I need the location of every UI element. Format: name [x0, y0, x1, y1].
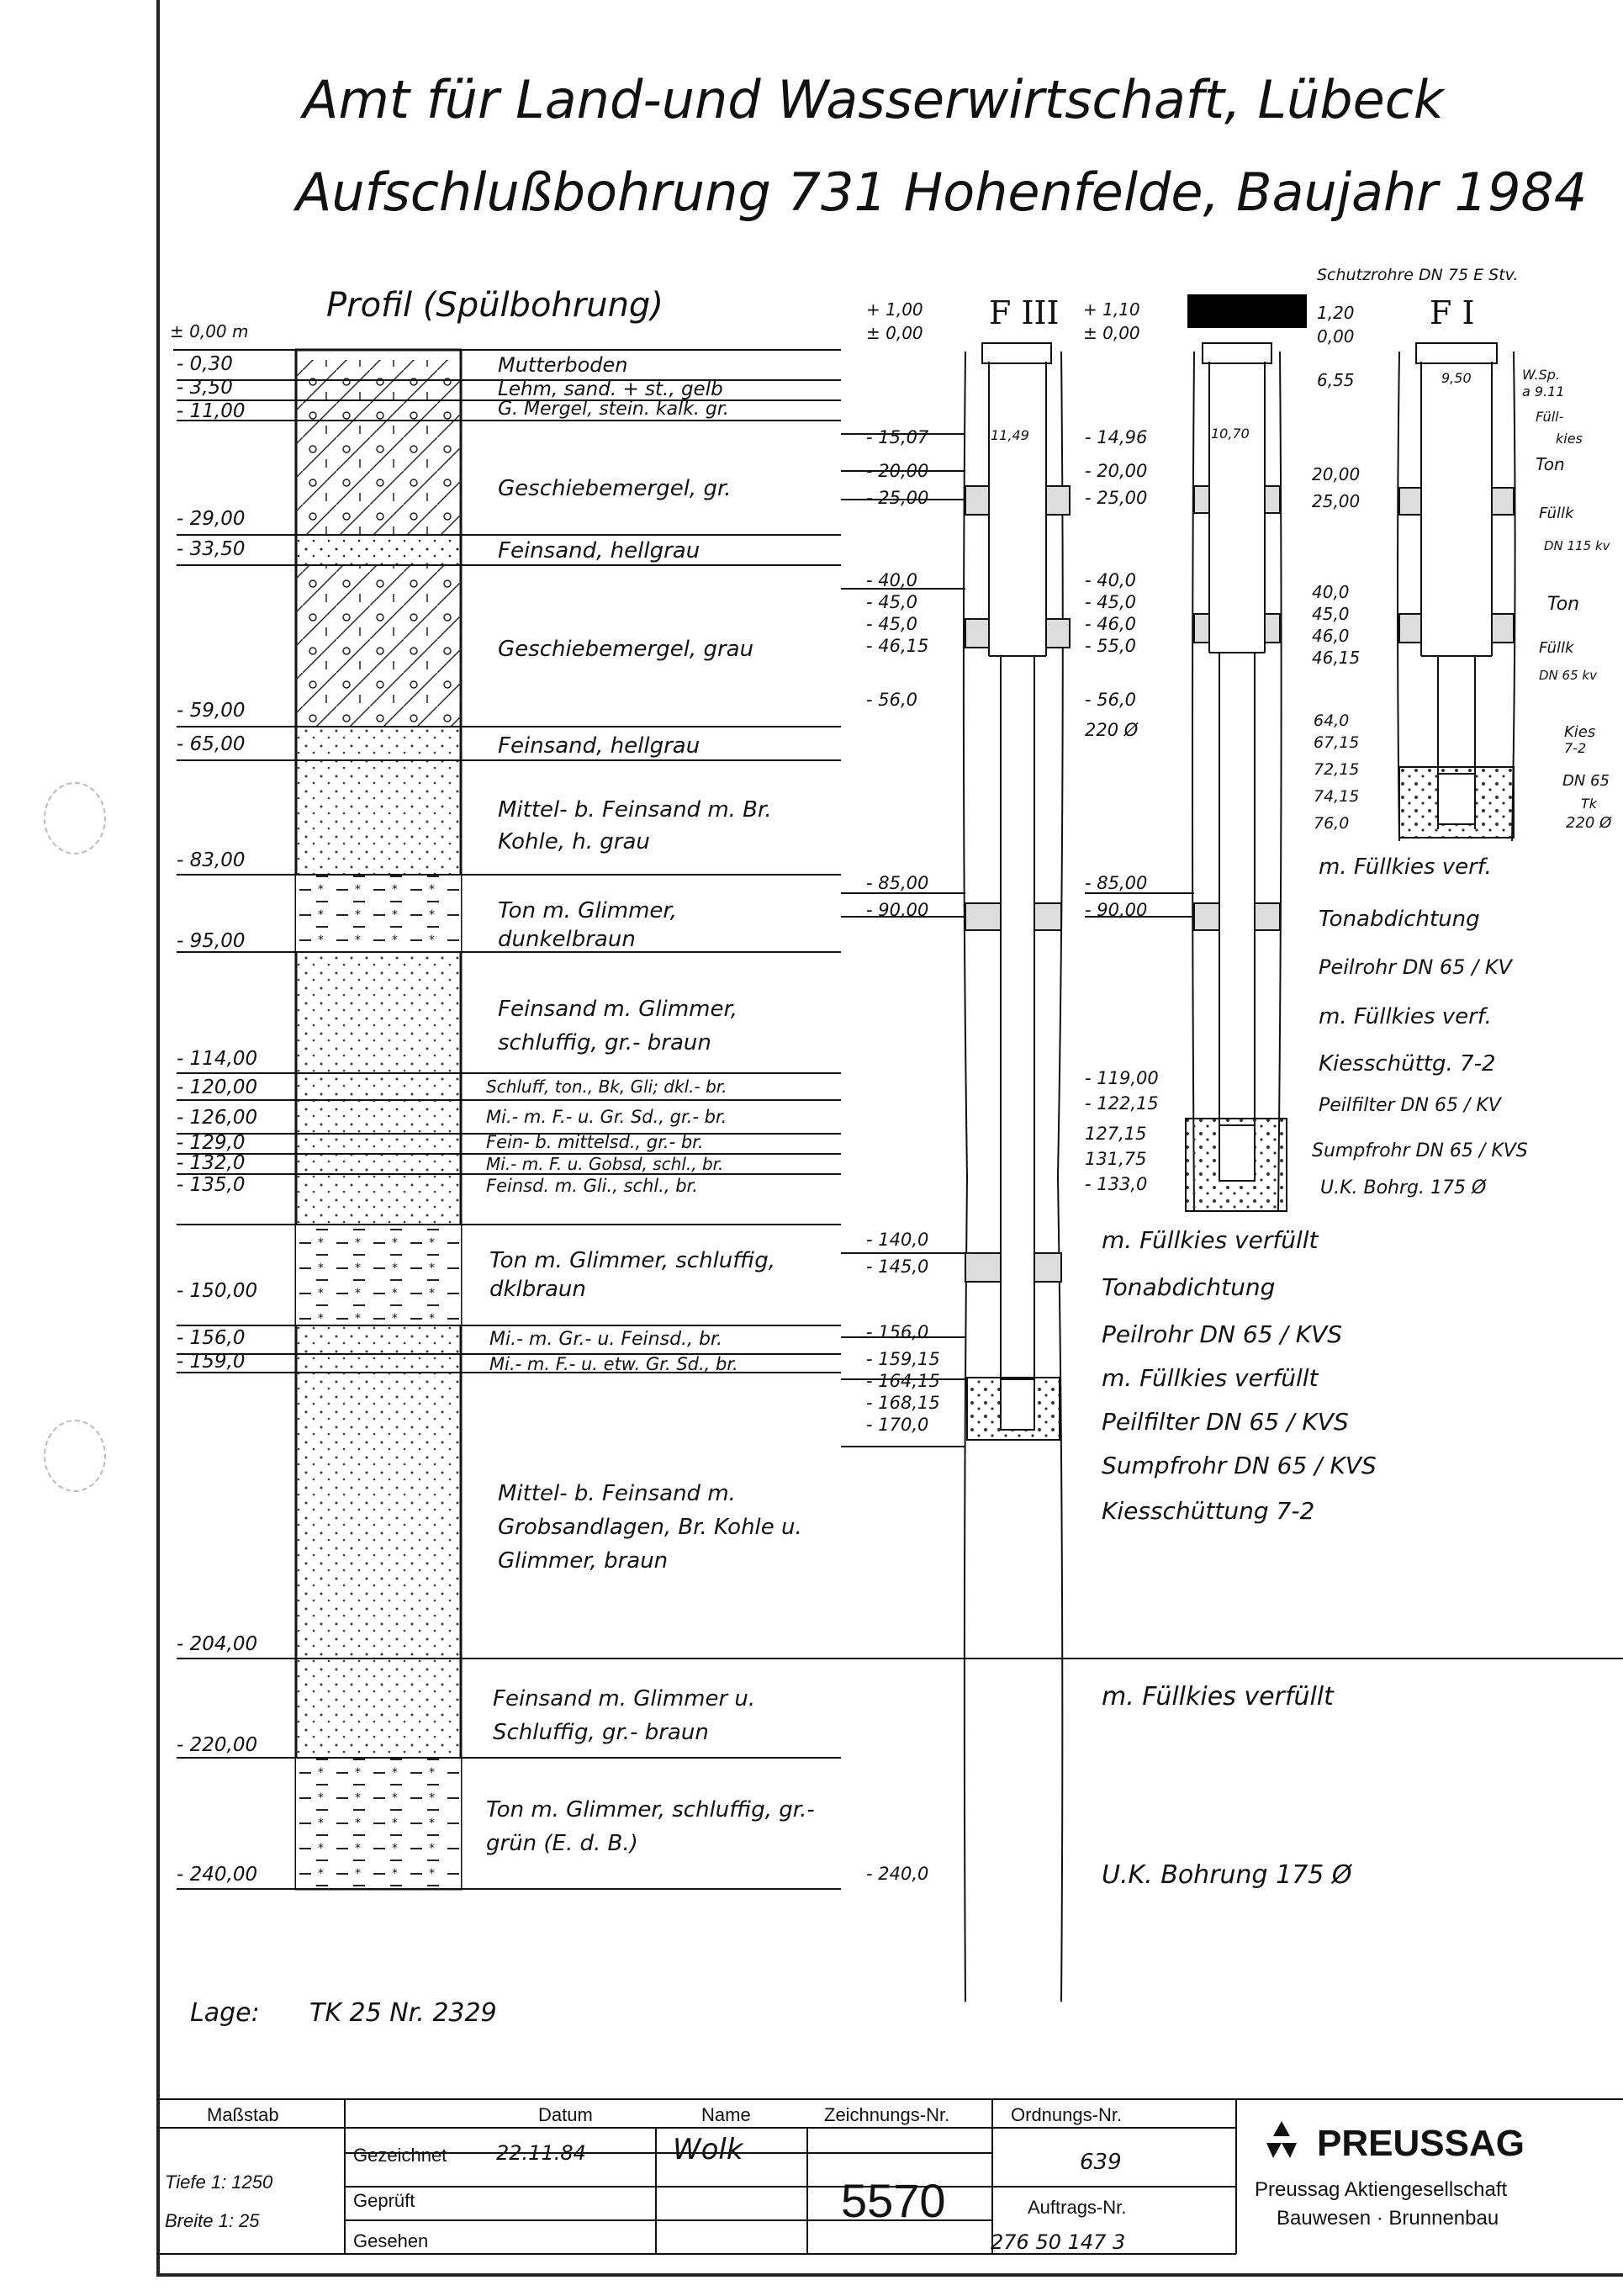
layer-description: Mittel- b. Feinsand m. Grobsandlagen, Br. Kohle u. Glimmer, braun	[498, 1481, 802, 1574]
well-fI-annotation: DN 115 kv	[1544, 538, 1610, 553]
well-fI-annotation: 220 Ø	[1566, 814, 1612, 832]
well-fI-annotation: DN 65 kv	[1539, 668, 1597, 683]
well-fI-annotation: Kies	[1564, 723, 1596, 741]
tb-tiefe: Tiefe 1: 1250	[165, 2172, 273, 2193]
layer-depth: - 83,00	[177, 849, 246, 871]
preussag-logo-icon	[1256, 2118, 1307, 2165]
well-fIII-depth: - 20,00	[866, 461, 929, 481]
layer-description: Mi.- m. F. u. Gobsd, schl., br.	[486, 1154, 724, 1174]
layer-depth: - 240,00	[177, 1864, 258, 1886]
layer-description: Feinsand, hellgrau	[498, 538, 700, 563]
profile-top-label: ± 0,00 m	[170, 321, 249, 341]
tb-breite: Breite 1: 25	[165, 2210, 260, 2231]
well-fII-depth: - 40,0	[1085, 570, 1137, 590]
layer-depth: - 156,0	[177, 1327, 246, 1349]
layer-description: Feinsand m. Glimmer u. Schluffig, gr.- braun	[493, 1686, 756, 1745]
well-fIII-depth: - 145,0	[866, 1256, 929, 1277]
well-fI-depth: 74,15	[1314, 787, 1360, 806]
well-fII-depth: 131,75	[1085, 1149, 1147, 1169]
layer-depth: - 126,00	[177, 1107, 258, 1129]
fIII-annotation: Peilrohr DN 65 / KVS	[1102, 1320, 1343, 1348]
well-fIII-depth: - 170,0	[866, 1415, 929, 1435]
layer-description: Ton m. Glimmer, schluffig, dklbraun	[489, 1248, 776, 1302]
layer-description: Geschiebemergel, gr.	[498, 476, 732, 501]
well-fI-annotation: kies	[1556, 431, 1583, 447]
well-fI-annotation: Ton	[1536, 454, 1565, 474]
document-title: Amt für Land-und Wasserwirtschaft, Lübeck	[303, 69, 1444, 130]
tb-header-datum: Datum	[538, 2104, 593, 2125]
layer-description: Ton m. Glimmer, schluffig, gr.- grün (E. d. B.)	[486, 1797, 815, 1856]
well-fI-depth: 40,0	[1312, 582, 1350, 602]
layer-description: Geschiebemergel, grau	[498, 637, 754, 662]
well-fIII-depth: - 156,0	[866, 1322, 929, 1342]
well-fI-zero: 0,00	[1317, 326, 1355, 347]
well-fIII-depth: - 56,0	[866, 690, 918, 710]
location-value: TK 25 Nr. 2329	[309, 1998, 497, 2028]
well-fI-water-level: 9,50	[1441, 370, 1472, 386]
layer-depth: - 204,00	[177, 1633, 258, 1655]
well-fII-depth: - 14,96	[1085, 427, 1148, 447]
well-fII-depth: - 55,0	[1085, 636, 1137, 656]
layer-depth: - 95,00	[177, 930, 246, 952]
layer-depth: - 33,50	[177, 538, 246, 560]
well-fI-annotation: Füllk	[1539, 505, 1574, 522]
layer-depth: - 120,00	[177, 1077, 258, 1098]
well-fIII-depth: - 164,15	[866, 1371, 940, 1391]
well-fIII-depth: - 40,0	[866, 570, 918, 590]
fII-annotation: Peilfilter DN 65 / KV	[1319, 1095, 1501, 1116]
well-fII-depth: - 20,00	[1085, 461, 1148, 481]
well-fI-depth: 76,0	[1314, 814, 1350, 833]
well-fII-depth: - 90,00	[1085, 900, 1148, 920]
well-fI-depth: 20,00	[1312, 464, 1361, 484]
tb-auftrags-label: Auftrags-Nr.	[1028, 2197, 1127, 2218]
well-fI-depth: 46,15	[1312, 648, 1361, 668]
well-fII-depth: - 119,00	[1085, 1068, 1159, 1088]
well-fIII-depth: - 90,00	[866, 900, 929, 920]
well-fI-depth: 64,0	[1314, 712, 1350, 730]
tb-header-ordnung: Ordnungs-Nr.	[1011, 2104, 1123, 2125]
well-fI-annotation: Füll-	[1536, 409, 1564, 425]
well-fIII-water-level: 11,49	[991, 427, 1029, 443]
tb-gezeichnet: Gezeichnet	[353, 2145, 447, 2166]
well-fII-depth: - 56,0	[1085, 690, 1137, 710]
tb-datum-value: 22.11.84	[496, 2141, 586, 2165]
well-fII-top: + 1,10	[1083, 299, 1140, 320]
layer-description: Feinsand m. Glimmer, schluffig, gr.- braun	[498, 997, 738, 1055]
tb-name-signature: Wolk	[673, 2133, 743, 2166]
well-fI-annotation: W.Sp.	[1522, 367, 1560, 383]
well-fII-depth: 127,15	[1085, 1124, 1147, 1144]
layer-depth: - 129,0	[177, 1132, 246, 1154]
layer-description: Ton m. Glimmer, dunkelbraun	[498, 898, 677, 952]
fII-annotation: Sumpfrohr DN 65 / KVS	[1312, 1140, 1528, 1161]
well-fI-annotation: Ton	[1547, 594, 1580, 615]
company-name: Preussag Aktiengesellschaft	[1255, 2178, 1508, 2201]
well-fIII-depth: - 25,00	[866, 488, 929, 508]
well-fIII-depth: - 45,0	[866, 614, 918, 634]
layer-description: G. Mergel, stein. kalk. gr.	[498, 399, 729, 420]
tb-header-massstab: Maßstab	[207, 2104, 279, 2125]
layer-description: Mi.- m. F.- u. etw. Gr. Sd., br.	[489, 1354, 738, 1374]
tb-auftrags-nr: 276 50 147 3	[991, 2230, 1126, 2254]
well-fII-water-level: 10,70	[1211, 426, 1250, 442]
well-fI-annotation: Tk	[1581, 796, 1598, 812]
well-fI-annotation: DN 65	[1562, 772, 1610, 790]
layer-description: Mi.- m. F.- u. Gr. Sd., gr.- br.	[486, 1107, 727, 1127]
well-fIII-depth: - 159,15	[866, 1349, 940, 1369]
well-fIII-depth: - 140,0	[866, 1230, 929, 1250]
layer-description: Mi.- m. Gr.- u. Feinsd., br.	[489, 1329, 722, 1350]
fII-annotation: Tonabdichtung	[1319, 907, 1480, 932]
well-fIII-top: + 1,00	[866, 299, 923, 320]
fIII-annotation: U.K. Bohrung 175 Ø	[1102, 1860, 1352, 1890]
layer-depth: - 59,00	[177, 700, 246, 722]
fIII-annotation: Tonabdichtung	[1102, 1273, 1276, 1301]
well-fII-depth: - 45,0	[1085, 592, 1137, 612]
profile-heading: Profil (Spülbohrung)	[326, 286, 663, 325]
well-fII-depth: - 25,00	[1085, 488, 1148, 508]
layer-depth: - 3,50	[177, 377, 233, 399]
fII-annotation: Peilrohr DN 65 / KV	[1319, 955, 1512, 979]
brand-name: PREUSSAG	[1317, 2123, 1525, 2164]
layer-depth: - 159,0	[177, 1351, 246, 1373]
well-fI-annotation: a 9.11	[1522, 384, 1565, 399]
well-fIII-depth: - 45,0	[866, 592, 918, 612]
layer-depth: - 114,00	[177, 1048, 258, 1070]
document-subtitle: Aufschlußbohrung 731 Hohenfelde, Baujahr 1984	[296, 161, 1588, 223]
fII-annotation: U.K. Bohrg. 175 Ø	[1320, 1177, 1487, 1198]
layer-depth: - 11,00	[177, 400, 246, 422]
well-fII-diameter: 220 Ø	[1085, 720, 1139, 740]
well-fII-zero: ± 0,00	[1083, 323, 1140, 343]
well-fI-depth: 45,0	[1312, 604, 1350, 624]
well-fI-depth: 67,15	[1314, 733, 1360, 752]
fIII-annotation: m. Füllkies verfüllt	[1102, 1226, 1319, 1254]
fIII-annotation: Kiesschüttung 7-2	[1102, 1497, 1315, 1525]
layer-description: Mutterboden	[498, 353, 628, 377]
layer-description: Fein- b. mittelsd., gr.- br.	[486, 1132, 704, 1152]
layer-description: Feinsand, hellgrau	[498, 733, 700, 759]
layer-depth: - 220,00	[177, 1734, 258, 1756]
well-fI-depth: 25,00	[1312, 491, 1361, 511]
well-fIII-depth: - 240,0	[866, 1864, 929, 1884]
layer-depth: - 135,0	[177, 1174, 246, 1196]
fII-annotation: m. Füllkies verf.	[1319, 1004, 1492, 1029]
well-fIII-depth: - 85,00	[866, 873, 929, 893]
schutzrohre-label: Schutzrohre DN 75 E Stv.	[1317, 266, 1519, 284]
layer-description: Mittel- b. Feinsand m. Br. Kohle, h. grau	[498, 797, 772, 854]
well-fIII-depth: - 46,15	[866, 636, 929, 656]
company-division: Bauwesen · Brunnenbau	[1277, 2207, 1499, 2230]
location-label: Lage:	[190, 1998, 260, 2028]
well-fIII-depth: - 168,15	[866, 1393, 940, 1413]
well-fI-depth: 6,55	[1317, 370, 1355, 390]
fII-annotation: m. Füllkies verf.	[1319, 854, 1492, 880]
well-fI-depth: 72,15	[1314, 760, 1360, 779]
tb-header-zeichnung: Zeichnungs-Nr.	[824, 2104, 950, 2125]
well-fI-depth: 46,0	[1312, 626, 1350, 646]
tb-header-name: Name	[701, 2104, 751, 2125]
well-fI-top: 1,20	[1317, 303, 1355, 323]
well-fII-depth: - 85,00	[1085, 873, 1148, 893]
fIII-annotation: m. Füllkies verfüllt	[1102, 1364, 1319, 1392]
well-fI-name: F I	[1430, 294, 1475, 331]
layer-depth: - 0,30	[177, 353, 233, 375]
fII-annotation: Kiesschüttg. 7-2	[1319, 1051, 1496, 1077]
well-fII-depth: - 122,15	[1085, 1093, 1159, 1114]
layer-depth: - 65,00	[177, 733, 246, 755]
fIII-annotation: Peilfilter DN 65 / KVS	[1102, 1408, 1349, 1436]
layer-depth: - 150,00	[177, 1280, 258, 1302]
well-fIII-name: F III	[989, 294, 1060, 331]
well-fII-depth: - 46,0	[1085, 614, 1137, 634]
well-fIII-zero: ± 0,00	[866, 323, 923, 343]
fIII-annotation: m. Füllkies verfüllt	[1102, 1682, 1334, 1711]
fIII-annotation: Sumpfrohr DN 65 / KVS	[1102, 1452, 1377, 1479]
tb-zeichnungs-nr: 5570	[841, 2174, 946, 2227]
well-fI-annotation: 7-2	[1564, 740, 1587, 756]
tb-geprueft: Geprüft	[353, 2190, 415, 2211]
layer-depth: - 29,00	[177, 508, 246, 530]
well-fIII-depth: - 15,07	[866, 427, 929, 447]
well-fI-annotation: Füllk	[1539, 639, 1574, 657]
tb-ordnungs-nr: 639	[1080, 2150, 1122, 2175]
layer-description: Feinsd. m. Gli., schl., br.	[486, 1176, 698, 1196]
well-fII-depth: - 133,0	[1085, 1174, 1148, 1194]
layer-description: Lehm, sand. + st., gelb	[498, 378, 723, 400]
layer-depth: - 132,0	[177, 1152, 246, 1174]
layer-description: Schluff, ton., Bk, Gli; dkl.- br.	[486, 1077, 727, 1097]
tb-gesehen: Gesehen	[353, 2230, 429, 2251]
